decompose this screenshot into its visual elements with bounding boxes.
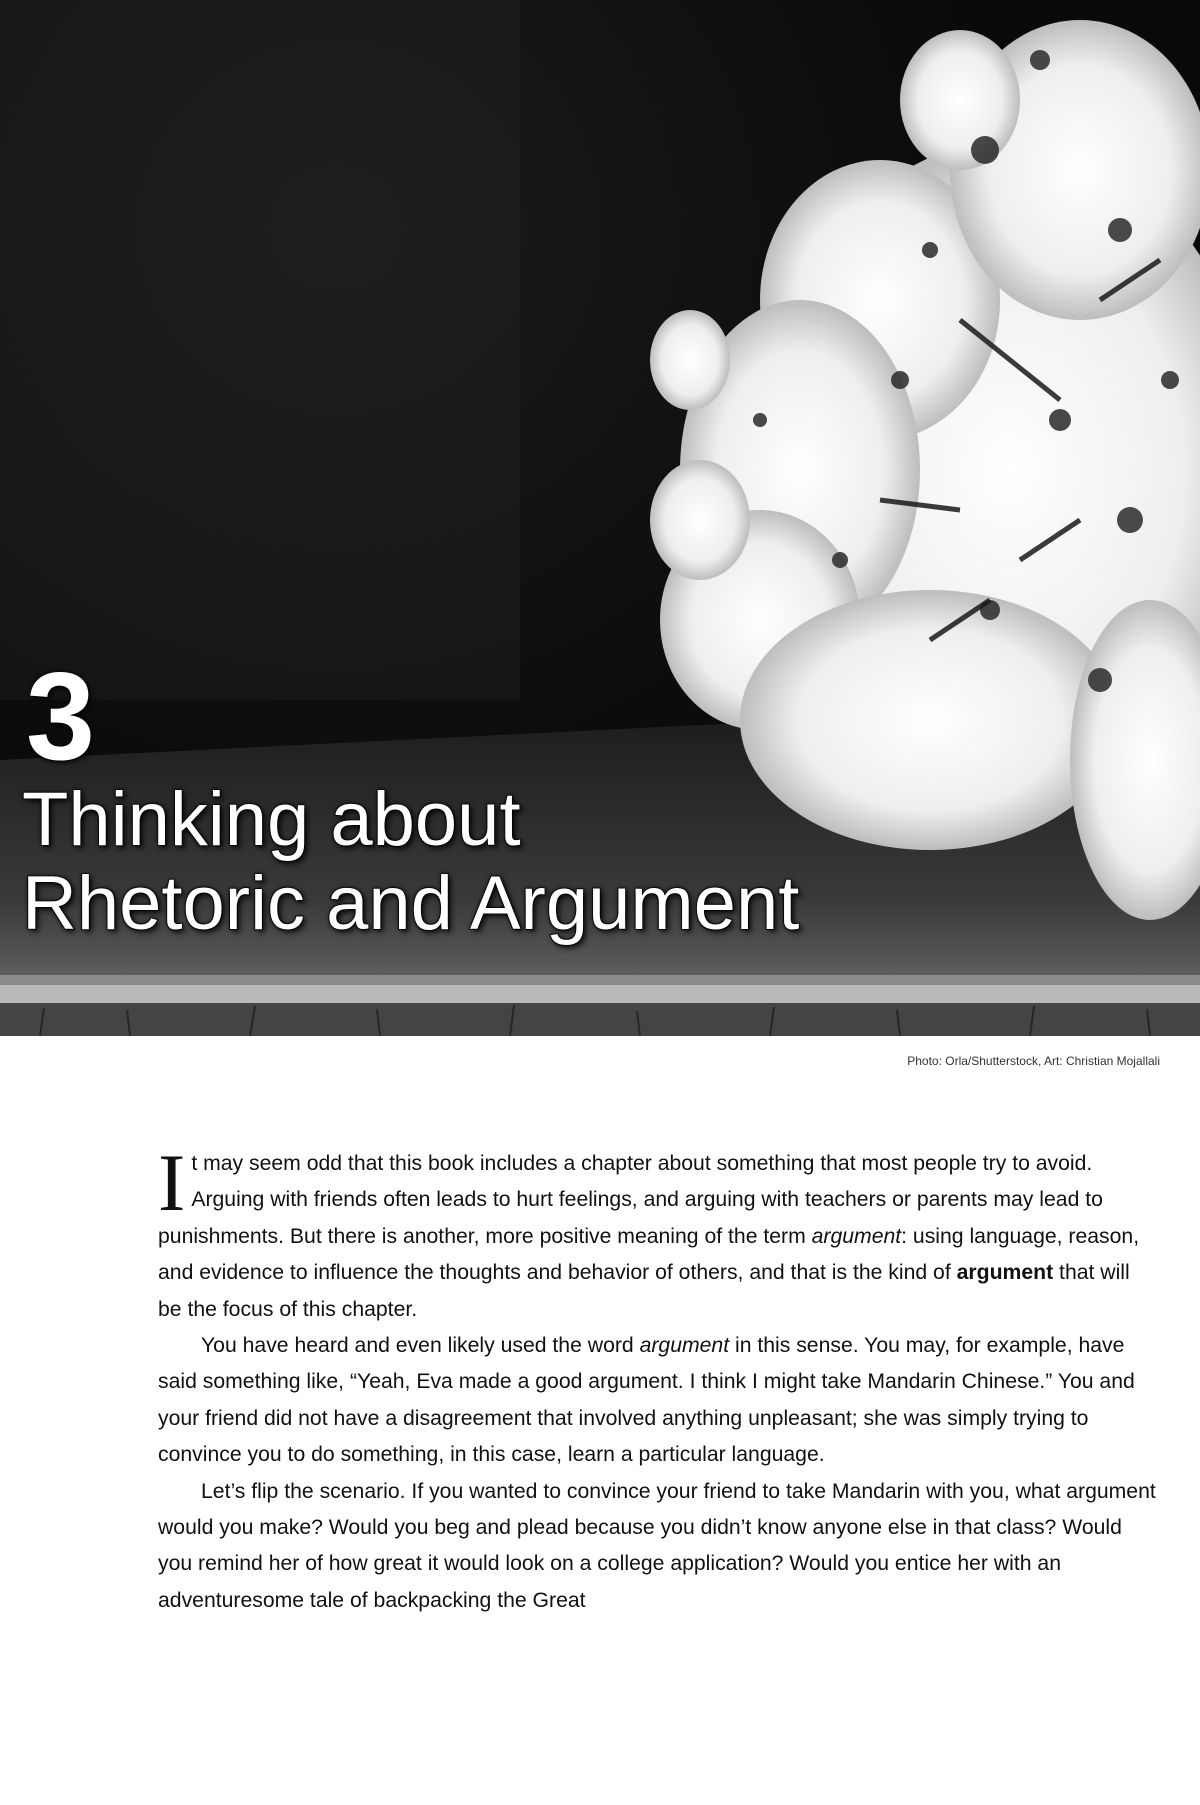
term-argument-italic: argument bbox=[811, 1224, 902, 1248]
term-argument-bold: argument bbox=[956, 1261, 1054, 1285]
paragraph-1-text-b: : using language, reason, and evidence to influence the thoughts and behavior of others, and that is the kind of bbox=[158, 1224, 1140, 1285]
paragraph-3-text: Let’s flip the scenario. If you wanted to convince your friend to take Mandarin with you, what argument would you make? Would you beg and plead because you didn’t know anyone else in that class? Would you remind her of how great it would look on a college application? Would you entice her with an adventuresome tale of backpacking the Great bbox=[158, 1479, 1156, 1612]
paragraph-1-text-c: that will be the focus of this chapter. bbox=[158, 1261, 1130, 1321]
photo-credit: Photo: Orla/Shutterstock, Art: Christian Mojallali bbox=[907, 1054, 1160, 1068]
chapter-number: 3 bbox=[26, 648, 93, 786]
paragraph-1 bbox=[158, 1137, 1158, 1328]
paragraph-1-text-a: t may seem odd that this book includes a chapter about something that most people try to avoid. Arguing with friends often leads to hurt feelings, and arguing with teachers or parents may lead to punishments. But there is another, more positive meaning of the term bbox=[158, 1152, 1103, 1248]
chapter-body bbox=[158, 1137, 1158, 1619]
chapter-title-line-2: Rhetoric and Argument bbox=[22, 861, 800, 946]
paragraph-2-text-a: You have heard and even likely used the word bbox=[201, 1334, 640, 1358]
drop-cap: I bbox=[158, 1137, 186, 1228]
paragraph-2-text-b: in this sense. You may, for example, have said something like, “Yeah, Eva made a good argument. I think I might take Mandarin Chinese.” You and your friend did not have a disagreement that involved anything unpleasant; she was simply trying to convince you to do something, in this case, learn a particular language. bbox=[158, 1334, 1135, 1467]
paragraph-3 bbox=[158, 1474, 1158, 1620]
chapter-title bbox=[22, 778, 799, 946]
paragraph-2-term-italic: argument bbox=[639, 1334, 730, 1358]
paragraph-2 bbox=[158, 1328, 1158, 1474]
chapter-title-line-1: Thinking about bbox=[22, 777, 521, 862]
